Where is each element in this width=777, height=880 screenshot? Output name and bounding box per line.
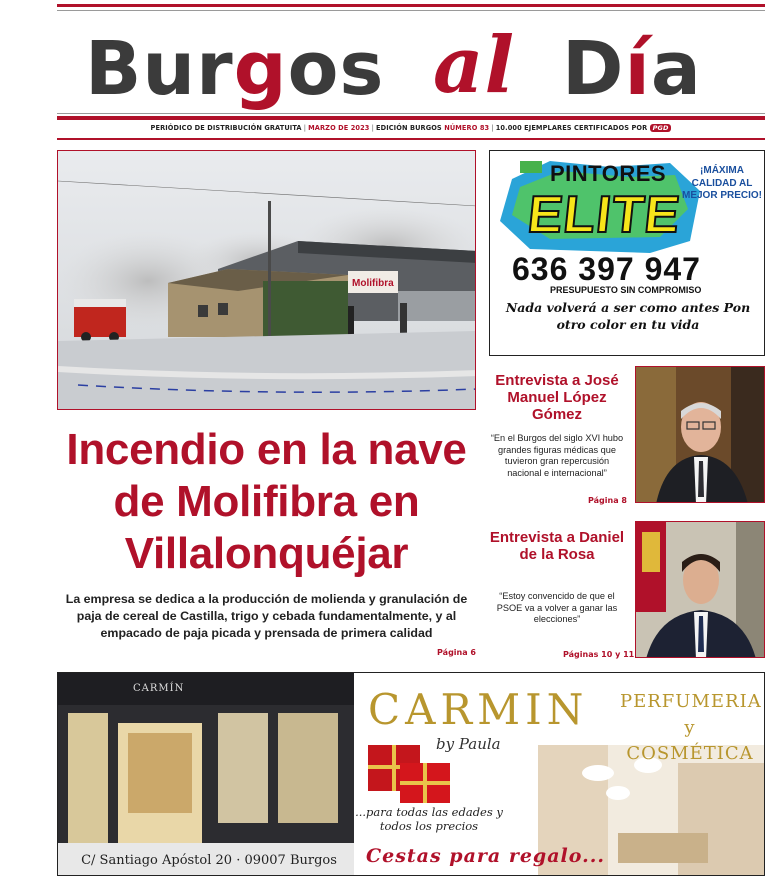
interview-2-photo	[635, 521, 765, 658]
main-subhead: La empresa se dedica a la producción de molienda y granulación de paja de cereal de Castilla, trigo y cebada fundamentalmente, y al empacado de paja picada y prensada de primera calidad	[65, 592, 468, 640]
top-rule	[57, 4, 765, 7]
interview-1-quote: “En el Burgos del siglo XVI hubo grandes figuras médicas que tuvieron gran repercusión nacional e internacional”	[490, 433, 624, 478]
masthead-burgos: Burgos	[85, 26, 385, 112]
top-thin-rule	[57, 10, 765, 11]
interview-1-title[interactable]: Entrevista a José Manuel López Gómez	[495, 372, 619, 423]
main-headline: Incendio en la nave de Molifibra en Villalonquéjar	[66, 425, 467, 578]
interview-2-quote: “Estoy convencido de que el PSOE va a volver a ganar las elecciones”	[496, 591, 618, 624]
carmin-category	[620, 689, 760, 767]
pintores-budget: PRESUPUESTO SIN COMPROMISO	[550, 285, 702, 295]
masthead-dia: Día	[562, 26, 702, 112]
masthead-thin-rule	[57, 113, 765, 114]
masthead	[57, 12, 765, 110]
fire-photo	[57, 150, 476, 410]
pintores-brand: ELITE	[524, 186, 684, 244]
carmin-ad[interactable]	[57, 672, 765, 876]
carmin-cosmetica: y COSMÉTICA	[626, 717, 754, 764]
pintores-slogan: Nada volverá a ser como antes Pon otro color en tu vida	[505, 300, 751, 332]
pintores-phone[interactable]: 636 397 947	[512, 251, 701, 287]
interview-1-page-ref: Página 8	[588, 496, 627, 505]
masthead-rule	[57, 116, 765, 120]
pintores-tagline: ¡MÁXIMA CALIDAD AL MEJOR PRECIO!	[682, 165, 763, 201]
molifibra-sign: Molifibra	[352, 278, 394, 289]
pintores-title: PINTORES	[550, 161, 667, 186]
issue-info-bar: PERIÓDICO DE DISTRIBUCIÓN GRATUITA | MARZO DE 2023 | EDICIÓN BURGOS NÚMERO 83 | 10.000 EJEMPLARES CERTIFICADOS POR PGD	[57, 124, 765, 136]
carmin-store-sign: CARMÍN	[133, 683, 185, 694]
masthead-al: al	[433, 20, 516, 111]
main-page-ref: Página 6	[437, 648, 476, 657]
carmin-logo: CARMIN	[368, 685, 589, 734]
pintores-elite-ad[interactable]	[489, 150, 765, 356]
carmin-by-paula: by Paula	[436, 735, 501, 753]
carmin-address: C/ Santiago Apóstol 20 · 09007 Burgos	[81, 853, 337, 868]
carmin-perfumeria: PERFUMERIA	[620, 691, 762, 712]
interview-1-photo	[635, 366, 765, 503]
carmin-gifts-text: Cestas para regalo...	[366, 845, 605, 867]
interview-2-title[interactable]: Entrevista a Daniel de la Rosa	[489, 529, 625, 563]
carmin-ages-text: ...para todas las edades y todos los precios	[355, 805, 503, 833]
certifier-logo: PGD	[650, 124, 672, 132]
infobar-rule	[57, 138, 765, 140]
interview-2-page-ref: Páginas 10 y 11	[563, 650, 635, 659]
